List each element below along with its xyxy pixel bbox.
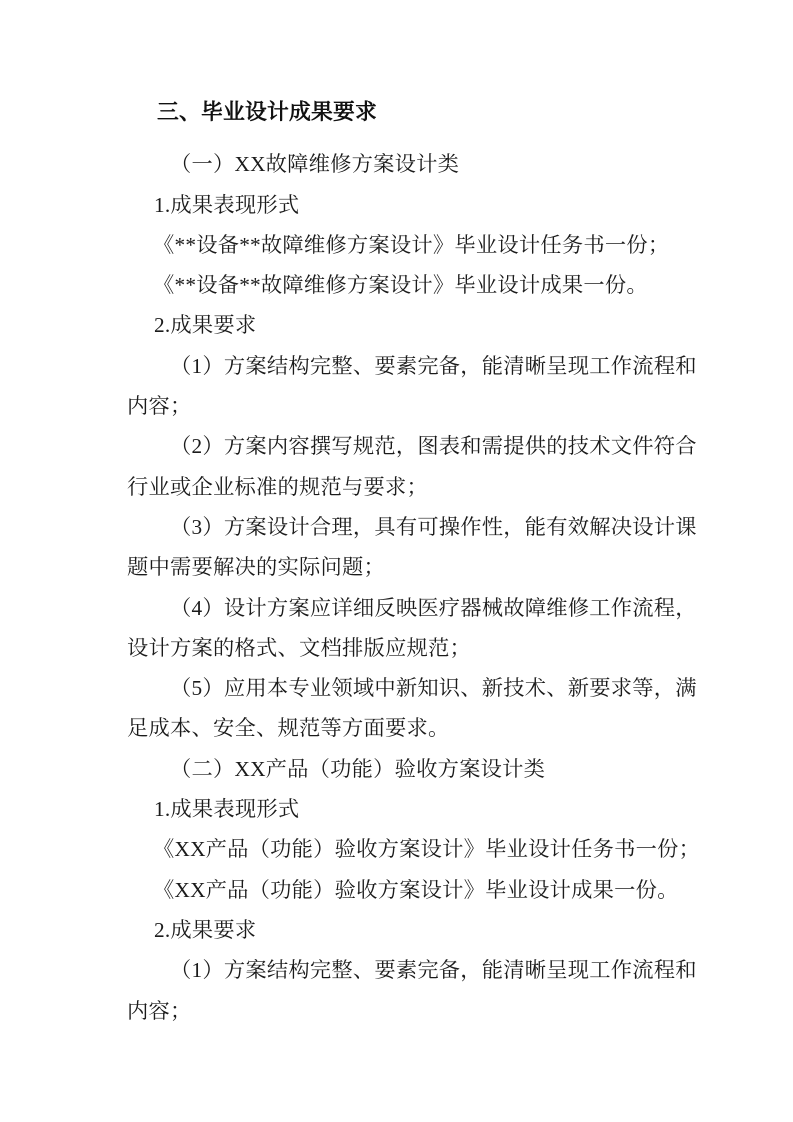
document-line: 《XX产品（功能）验收方案设计》毕业设计任务书一份； bbox=[153, 837, 701, 862]
document-heading: 三、毕业设计成果要求 bbox=[157, 99, 377, 124]
document-line: （二）XX产品（功能）验收方案设计类 bbox=[170, 756, 546, 781]
document-line: （1）方案结构完整、要素完备，能清晰呈现工作流程和 bbox=[170, 958, 697, 983]
document-line: 2.成果要求 bbox=[154, 313, 257, 338]
document-line: 2.成果要求 bbox=[154, 917, 257, 942]
document-line: （4）设计方案应详细反映医疗器械故障维修工作流程， bbox=[170, 595, 697, 620]
document-line: 《**设备**故障维修方案设计》毕业设计任务书一份； bbox=[153, 232, 670, 257]
document-line: 《**设备**故障维修方案设计》毕业设计成果一份。 bbox=[153, 273, 648, 298]
document-line: （3）方案设计合理，具有可操作性，能有效解决设计课 bbox=[170, 514, 697, 539]
document-line: 题中需要解决的实际问题； bbox=[127, 555, 385, 580]
document-body bbox=[127, 92, 701, 1031]
document-line: 1.成果表现形式 bbox=[154, 192, 300, 217]
document-line: （1）方案结构完整、要素完备，能清晰呈现工作流程和 bbox=[170, 353, 697, 378]
document-line: 行业或企业标准的规范与要求； bbox=[127, 474, 428, 499]
document-line: 内容； bbox=[127, 998, 192, 1023]
document-line: （一）XX故障维修方案设计类 bbox=[170, 152, 460, 177]
document-line: （2）方案内容撰写规范，图表和需提供的技术文件符合 bbox=[170, 434, 697, 459]
document-line: 内容； bbox=[127, 394, 192, 419]
document-line: 足成本、安全、规范等方面要求。 bbox=[127, 716, 450, 741]
document-line: （5）应用本专业领域中新知识、新技术、新要求等，满 bbox=[170, 676, 697, 701]
document-line: 设计方案的格式、文档排版应规范； bbox=[127, 635, 471, 660]
document-line: 《XX产品（功能）验收方案设计》毕业设计成果一份。 bbox=[153, 877, 679, 902]
document-line: 1.成果表现形式 bbox=[154, 797, 300, 822]
